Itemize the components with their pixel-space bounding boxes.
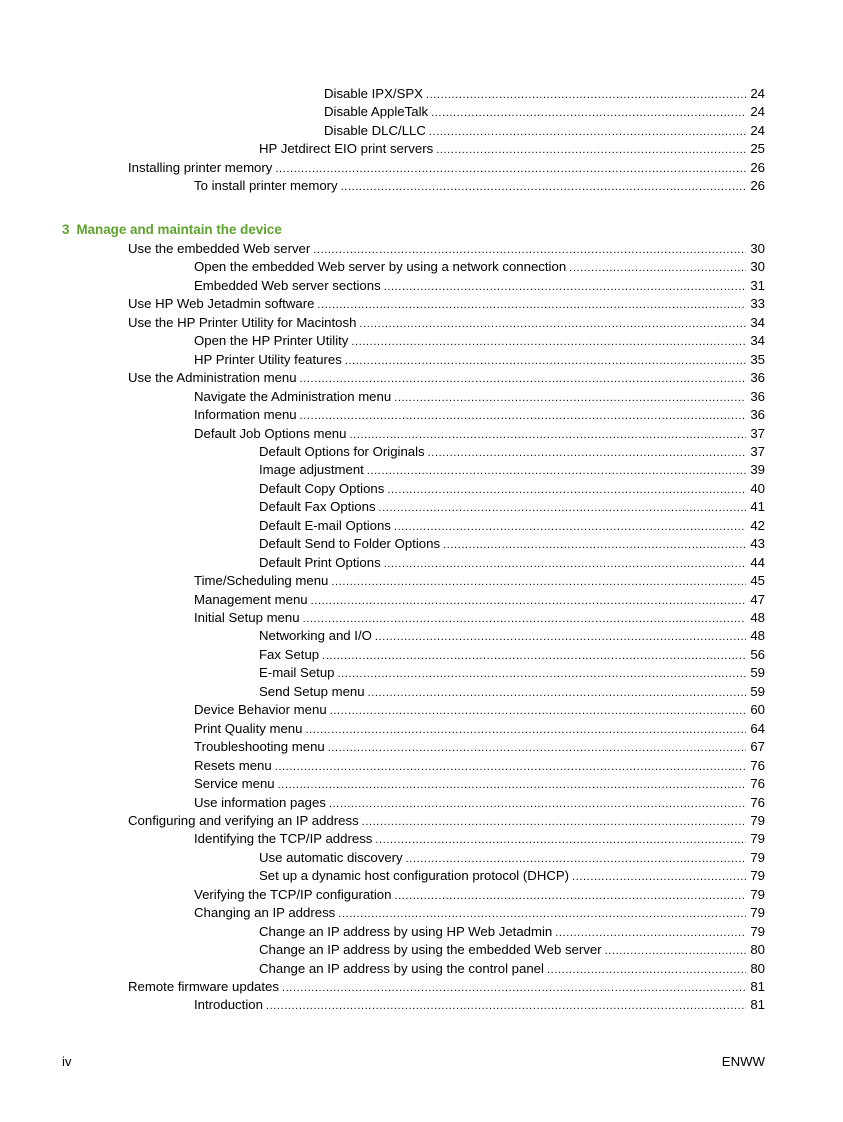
toc-entry[interactable]: [0, 517, 765, 535]
toc-entry[interactable]: [0, 923, 765, 941]
toc-entry[interactable]: [0, 849, 765, 867]
toc-entry-title: HP Jetdirect EIO print servers: [259, 141, 434, 157]
toc-entry-page: 76: [750, 776, 765, 792]
toc-entry[interactable]: [0, 314, 765, 332]
toc-entry-title: Configuring and verifying an IP address: [128, 812, 359, 828]
toc-entry-page: 81: [750, 997, 765, 1013]
toc-entry[interactable]: [0, 830, 765, 848]
toc-entry-title: Disable IPX/SPX: [324, 86, 423, 101]
dot-leader: [384, 278, 746, 296]
toc-entry-title: Initial Setup menu: [194, 610, 300, 625]
toc-entry-page: 40: [750, 480, 765, 496]
dot-leader: [569, 259, 746, 277]
toc-entry-page: 48: [750, 610, 765, 625]
document-code-footer: ENWW: [721, 1054, 765, 1069]
toc-entry-title: Print Quality menu: [194, 720, 303, 736]
toc-entry-page: 35: [750, 351, 765, 367]
toc-entry-page: 48: [750, 628, 765, 644]
dot-leader: [443, 536, 746, 554]
dot-leader: [317, 296, 746, 314]
toc-entry[interactable]: [0, 461, 765, 479]
toc-entry-page: 24: [750, 104, 765, 120]
dot-leader: [429, 123, 746, 141]
toc-entry[interactable]: [0, 159, 765, 177]
toc-entry[interactable]: [0, 960, 765, 978]
toc-entry-page: 79: [750, 905, 765, 921]
toc-entry-title: Use the HP Printer Utility for Macintosh: [128, 314, 357, 330]
toc-entry[interactable]: [0, 646, 765, 664]
toc-entry[interactable]: [0, 103, 765, 121]
toc-entry[interactable]: [0, 738, 765, 756]
toc-entry-title: Use HP Web Jetadmin software: [128, 296, 315, 312]
toc-entry-page: 30: [750, 259, 765, 275]
dot-leader: [330, 702, 746, 720]
toc-entry-page: 39: [750, 462, 765, 478]
dot-leader: [328, 739, 746, 757]
dot-leader: [305, 721, 746, 739]
dot-leader: [359, 315, 746, 333]
toc-entry-title: Send Setup menu: [259, 683, 365, 699]
toc-entry-page: 67: [750, 739, 765, 755]
toc-entry[interactable]: [0, 757, 765, 775]
toc-entry-page: 31: [750, 277, 765, 293]
dot-leader: [428, 444, 746, 462]
toc-entry-title: Remote firmware updates: [128, 979, 279, 994]
dot-leader: [311, 592, 746, 610]
toc-entry[interactable]: [0, 498, 765, 516]
toc-entry-title: Image adjustment: [259, 462, 364, 478]
dot-leader: [406, 850, 746, 868]
toc-entry-title: Set up a dynamic host configuration protocol (DHCP): [259, 868, 570, 884]
toc-entry-page: 37: [750, 425, 765, 441]
chapter-number: 3: [62, 222, 70, 237]
dot-leader: [605, 942, 746, 960]
toc-entry-title: Use automatic discovery: [259, 849, 403, 865]
toc-entry-title: Identifying the TCP/IP address: [194, 831, 373, 847]
toc-entry[interactable]: [0, 177, 765, 195]
toc-entry-page: 30: [750, 241, 765, 256]
toc-entry-page: 56: [750, 646, 765, 662]
toc-entry[interactable]: [0, 443, 765, 461]
toc-entry-page: 42: [750, 517, 765, 533]
toc-entry-title: Use the embedded Web server: [128, 241, 311, 256]
toc-entry[interactable]: [0, 701, 765, 719]
toc-entry-title: Embedded Web server sections: [194, 277, 381, 293]
toc-entry[interactable]: [0, 941, 765, 959]
toc-entry-page: 24: [750, 122, 765, 138]
toc-entry-title: Installing printer memory: [128, 159, 273, 175]
toc-entry-page: 80: [750, 942, 765, 958]
toc-entry-title: To install printer memory: [194, 178, 338, 194]
toc-entry-title: Change an IP address by using the control panel: [259, 960, 544, 976]
toc-entry-page: 36: [750, 370, 765, 386]
toc-entry[interactable]: [0, 720, 765, 738]
dot-leader: [555, 924, 746, 942]
dot-leader: [387, 481, 746, 499]
toc-entry-page: 79: [750, 923, 765, 939]
toc-entry-page: 34: [750, 333, 765, 349]
toc-entry-title: Change an IP address by using the embedded Web server: [259, 942, 602, 958]
toc-entry-title: Open the embedded Web server by using a network connection: [194, 259, 567, 275]
dot-leader: [300, 370, 746, 388]
dot-leader: [331, 573, 746, 591]
toc-entry-title: Disable AppleTalk: [324, 104, 429, 120]
toc-entry[interactable]: [0, 664, 765, 682]
toc-entry[interactable]: [0, 996, 765, 1014]
dot-leader: [275, 758, 746, 776]
toc-entry[interactable]: [0, 794, 765, 812]
dot-leader: [367, 462, 746, 480]
dot-leader: [375, 831, 746, 849]
toc-entry-page: 26: [750, 159, 765, 175]
toc-entry[interactable]: [0, 775, 765, 793]
dot-leader: [322, 647, 746, 665]
toc-entry[interactable]: [0, 609, 765, 627]
toc-entry-page: 79: [750, 886, 765, 902]
toc-entry-title: Default Job Options menu: [194, 425, 347, 441]
dot-leader: [436, 141, 746, 159]
dot-leader: [351, 333, 746, 351]
dot-leader: [266, 997, 746, 1015]
toc-entry-page: 43: [750, 536, 765, 552]
toc-entry-title: Management menu: [194, 591, 308, 607]
toc-entry-title: Troubleshooting menu: [194, 739, 325, 755]
toc-entry-page: 37: [750, 443, 765, 459]
toc-entry-title: Resets menu: [194, 757, 272, 773]
toc-entry-title: Time/Scheduling menu: [194, 573, 329, 589]
dot-leader: [379, 499, 746, 517]
toc-entry-title: Default Send to Folder Options: [259, 536, 441, 552]
toc-entry-title: Navigate the Administration menu: [194, 388, 392, 404]
toc-entry[interactable]: [0, 425, 765, 443]
toc-entry-title: Open the HP Printer Utility: [194, 333, 349, 349]
dot-leader: [368, 684, 746, 702]
dot-leader: [384, 555, 746, 573]
toc-entry-page: 41: [750, 499, 765, 515]
toc-entry-title: Information menu: [194, 407, 297, 423]
toc-entry-title: Disable DLC/LLC: [324, 122, 426, 138]
toc-entry[interactable]: [0, 591, 765, 609]
toc-entry-page: 59: [750, 683, 765, 699]
toc-entry-title: Device Behavior menu: [194, 702, 327, 718]
toc-entry-page: 81: [750, 979, 765, 994]
toc-entry-title: E-mail Setup: [259, 665, 335, 681]
toc-entry-title: Use information pages: [194, 794, 326, 810]
dot-leader: [362, 813, 746, 831]
toc-entry-page: 60: [750, 702, 765, 718]
toc-entry[interactable]: [0, 122, 765, 140]
dot-leader: [338, 665, 747, 683]
dot-leader: [282, 979, 746, 997]
dot-leader: [426, 86, 746, 104]
dot-leader: [431, 104, 746, 122]
toc-entry-title: HP Printer Utility features: [194, 351, 342, 367]
toc-entry[interactable]: [0, 295, 765, 313]
toc-entry-title: Use the Administration menu: [128, 370, 297, 386]
toc-entry-page: 26: [750, 178, 765, 194]
toc-entry-page: 76: [750, 794, 765, 810]
dot-leader: [375, 628, 746, 646]
toc-entry[interactable]: [0, 867, 765, 885]
toc-entry[interactable]: [0, 140, 765, 158]
dot-leader: [338, 905, 746, 923]
toc-entry[interactable]: [0, 406, 765, 424]
dot-leader: [345, 352, 746, 370]
dot-leader: [394, 518, 746, 536]
toc-entry[interactable]: [0, 812, 765, 830]
toc-entry-page: 24: [750, 86, 765, 101]
toc-entry[interactable]: [0, 572, 765, 590]
dot-leader: [278, 776, 746, 794]
toc-entry-page: 59: [750, 665, 765, 681]
dot-leader: [394, 389, 746, 407]
toc-entry-page: 36: [750, 407, 765, 423]
dot-leader: [329, 795, 746, 813]
toc-entry-title: Introduction: [194, 997, 263, 1013]
toc-entry[interactable]: [0, 554, 765, 572]
toc-entry-page: 79: [750, 868, 765, 884]
toc-entry-title: Service menu: [194, 776, 275, 792]
toc-entry[interactable]: [0, 886, 765, 904]
dot-leader: [572, 868, 746, 886]
toc-entry-title: Default Fax Options: [259, 499, 376, 515]
toc-entry[interactable]: [0, 369, 765, 387]
toc-entry-page: 34: [750, 314, 765, 330]
toc-entry[interactable]: [0, 240, 765, 258]
toc-entry-page: 79: [750, 831, 765, 847]
dot-leader: [394, 887, 746, 905]
toc-entry[interactable]: [0, 332, 765, 350]
toc-entry-title: Change an IP address by using HP Web Jetadmin: [259, 923, 553, 939]
toc-entry-page: 80: [750, 960, 765, 976]
toc-entry[interactable]: [0, 683, 765, 701]
toc-entry-page: 25: [750, 141, 765, 157]
toc-entry-title: Fax Setup: [259, 646, 320, 662]
toc-entry-page: 36: [750, 388, 765, 404]
dot-leader: [349, 426, 746, 444]
toc-entry-page: 64: [750, 720, 765, 736]
dot-leader: [303, 610, 746, 628]
toc-entry-title: Default Copy Options: [259, 480, 385, 496]
toc-entry-title: Networking and I/O: [259, 628, 372, 644]
toc-entry-page: 47: [750, 591, 765, 607]
dot-leader: [547, 961, 746, 979]
toc-entry-title: Default Print Options: [259, 554, 381, 570]
toc-entry[interactable]: [0, 277, 765, 295]
toc-entry[interactable]: [0, 535, 765, 553]
dot-leader: [341, 178, 746, 196]
toc-entry-page: 33: [750, 296, 765, 312]
chapter-title: Manage and maintain the device: [76, 222, 282, 237]
toc-entry[interactable]: [0, 351, 765, 369]
toc-entry[interactable]: [0, 627, 765, 645]
chapter-heading[interactable]: [62, 221, 282, 239]
toc-entry-page: 79: [750, 812, 765, 828]
toc-entry[interactable]: [0, 388, 765, 406]
dot-leader: [300, 407, 746, 425]
toc-entry[interactable]: [0, 978, 765, 996]
toc-entry[interactable]: [0, 480, 765, 498]
toc-entry-page: 79: [750, 849, 765, 865]
toc-entry-title: Default Options for Originals: [259, 443, 425, 459]
toc-entry-page: 45: [750, 573, 765, 589]
toc-entry-title: Changing an IP address: [194, 905, 336, 921]
page-number-footer: iv: [62, 1054, 72, 1069]
toc-entry[interactable]: [0, 85, 765, 103]
toc-entry[interactable]: [0, 258, 765, 276]
toc-entry-page: 44: [750, 554, 765, 570]
toc-entry[interactable]: [0, 904, 765, 922]
dot-leader: [275, 160, 746, 178]
dot-leader: [313, 241, 746, 259]
toc-entry-title: Default E-mail Options: [259, 517, 391, 533]
toc-entry-page: 76: [750, 757, 765, 773]
toc-entry-title: Verifying the TCP/IP configuration: [194, 886, 392, 902]
